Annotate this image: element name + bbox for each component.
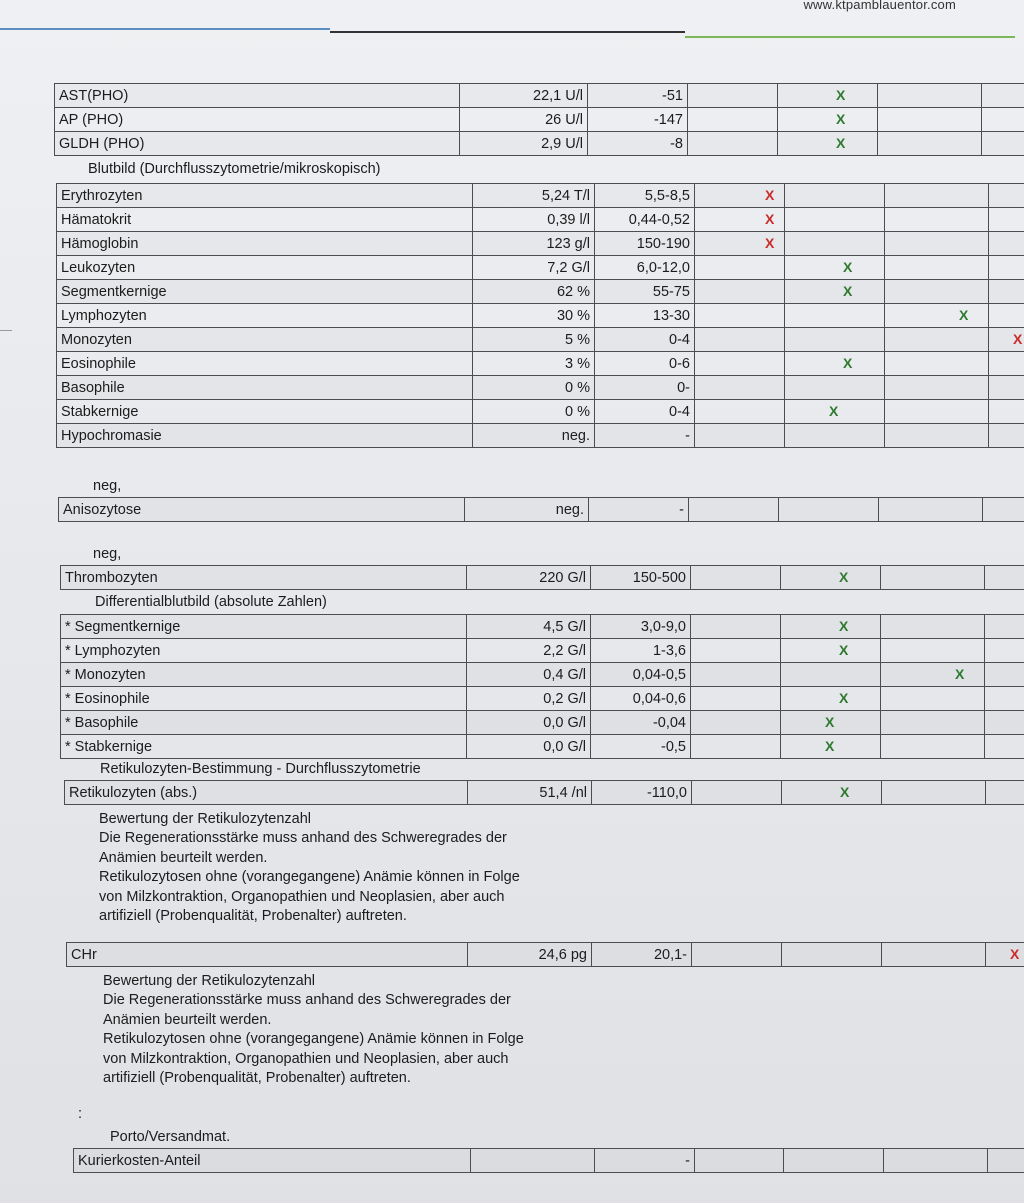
assessment-cell: [695, 1149, 784, 1173]
assessment-cell: [784, 1149, 884, 1173]
note-line: Die Regenerationsstärke muss anhand des Schweregrades der: [99, 830, 507, 847]
assessment-cell: [785, 208, 885, 232]
in-range-x-mark: X: [843, 283, 853, 299]
table-row: [57, 328, 1024, 352]
assessment-cell: [778, 84, 878, 108]
test-value-cell: 3 %: [473, 352, 595, 376]
assessment-cell: [691, 566, 781, 590]
note-line: Bewertung der Retikulozytenzahl: [99, 811, 311, 827]
section-differential: Differentialblutbild (absolute Zahlen): [95, 594, 327, 610]
assessment-cell: [785, 328, 885, 352]
assessment-cell: [691, 663, 781, 687]
assessment-cell: [691, 687, 781, 711]
test-value-cell: 0,2 G/l: [467, 687, 591, 711]
assessment-cell: [878, 108, 982, 132]
in-range-x-mark: X: [825, 714, 835, 730]
assessment-cell: [688, 84, 778, 108]
assessment-cell: [695, 232, 785, 256]
assessment-cell: [985, 639, 1024, 663]
table-row: [74, 1149, 1024, 1173]
assessment-cell: [688, 108, 778, 132]
in-range-x-mark: X: [836, 111, 846, 127]
test-name-cell: Basophile: [57, 376, 473, 400]
out-of-range-x-mark: X: [765, 211, 775, 227]
table-row: [57, 232, 1024, 256]
reference-range-cell: 55-75: [595, 280, 695, 304]
table-row: [61, 735, 1024, 759]
test-name-cell: Eosinophile: [57, 352, 473, 376]
assessment-cell: [691, 615, 781, 639]
test-name-cell: Monozyten: [57, 328, 473, 352]
assessment-cell: [781, 735, 881, 759]
test-name-cell: Hämatokrit: [57, 208, 473, 232]
assessment-cell: [781, 687, 881, 711]
assessment-cell: [881, 711, 985, 735]
reference-range-cell: 0-6: [595, 352, 695, 376]
in-range-x-mark: X: [959, 307, 969, 323]
in-range-x-mark: X: [839, 569, 849, 585]
test-value-cell: 62 %: [473, 280, 595, 304]
reference-range-cell: 6,0-12,0: [595, 256, 695, 280]
assessment-cell: [989, 256, 1024, 280]
assessment-cell: [879, 498, 983, 522]
table-row: [57, 256, 1024, 280]
header-rule: [685, 36, 1015, 38]
assessment-cell: [781, 566, 881, 590]
table-row: [57, 424, 1024, 448]
test-name-cell: Hypochromasie: [57, 424, 473, 448]
assessment-cell: [989, 400, 1024, 424]
assessment-cell: [881, 735, 985, 759]
table-row: [61, 639, 1024, 663]
assessment-cell: [885, 328, 989, 352]
retikulozyten-table: [64, 780, 1024, 805]
assessment-cell: [985, 566, 1024, 590]
assessment-cell: [778, 132, 878, 156]
reticulocyte-note: [99, 810, 520, 926]
assessment-cell: [695, 352, 785, 376]
table-row: [61, 711, 1024, 735]
section-blutbild: Blutbild (Durchflusszytometrie/mikroskopisch): [88, 161, 381, 177]
assessment-cell: [688, 132, 778, 156]
reference-range-cell: 3,0-9,0: [591, 615, 691, 639]
test-name-cell: Lymphozyten: [57, 304, 473, 328]
test-name-cell: Leukozyten: [57, 256, 473, 280]
header-rule: [0, 28, 330, 30]
test-value-cell: 220 G/l: [467, 566, 591, 590]
test-name-cell: * Stabkernige: [61, 735, 467, 759]
table-row: [57, 400, 1024, 424]
reference-range-cell: -8: [588, 132, 688, 156]
assessment-cell: [881, 615, 985, 639]
reference-range-cell: 0-: [595, 376, 695, 400]
test-name-cell: AP (PHO): [55, 108, 460, 132]
in-range-x-mark: X: [836, 135, 846, 151]
assessment-cell: [695, 280, 785, 304]
assessment-cell: [785, 304, 885, 328]
note-line: von Milzkontraktion, Organopathien und Neoplasien, aber auch: [103, 1050, 509, 1067]
reference-range-cell: -: [595, 1149, 695, 1173]
assessment-cell: [989, 304, 1024, 328]
reference-range-cell: 150-500: [591, 566, 691, 590]
test-name-cell: Retikulozyten (abs.): [65, 781, 468, 805]
test-value-cell: 22,1 U/l: [460, 84, 588, 108]
test-name-cell: GLDH (PHO): [55, 132, 460, 156]
reference-range-cell: -110,0: [592, 781, 692, 805]
in-range-x-mark: X: [840, 784, 850, 800]
out-of-range-x-mark: X: [765, 235, 775, 251]
table-row: [61, 663, 1024, 687]
porto-table: [73, 1148, 1024, 1173]
assessment-cell: [885, 424, 989, 448]
assessment-cell: [881, 687, 985, 711]
in-range-x-mark: X: [839, 690, 849, 706]
in-range-x-mark: X: [829, 403, 839, 419]
assessment-cell: [695, 304, 785, 328]
section-retikulozyten: Retikulozyten-Bestimmung - Durchflusszytometrie: [100, 761, 421, 777]
assessment-cell: [885, 376, 989, 400]
assessment-cell: [785, 184, 885, 208]
lab-website-url: www.ktpamblauentor.com: [803, 0, 956, 12]
assessment-cell: [785, 352, 885, 376]
reference-range-cell: 13-30: [595, 304, 695, 328]
assessment-cell: [982, 108, 1024, 132]
test-value-cell: 24,6 pg: [468, 943, 592, 967]
assessment-cell: [885, 400, 989, 424]
test-value-cell: [471, 1149, 595, 1173]
assessment-cell: [989, 352, 1024, 376]
out-of-range-x-mark: X: [1013, 331, 1023, 347]
table-row: [57, 184, 1024, 208]
test-value-cell: 5 %: [473, 328, 595, 352]
test-value-cell: 0 %: [473, 376, 595, 400]
assessment-cell: [695, 184, 785, 208]
table-row: [67, 943, 1024, 967]
table-row: [57, 304, 1024, 328]
reticulocyte-note: [103, 972, 524, 1088]
note-line: von Milzkontraktion, Organopathien und Neoplasien, aber auch: [99, 888, 505, 905]
assessment-cell: [884, 1149, 988, 1173]
differential-table: [60, 614, 1024, 759]
test-value-cell: 0,39 l/l: [473, 208, 595, 232]
assessment-cell: [885, 208, 989, 232]
reference-range-cell: -51: [588, 84, 688, 108]
table-row: [61, 615, 1024, 639]
out-of-range-x-mark: X: [765, 187, 775, 203]
table-row: [55, 84, 1024, 108]
in-range-x-mark: X: [843, 259, 853, 275]
liver-enzymes-table: [54, 83, 1024, 156]
assessment-cell: [989, 184, 1024, 208]
test-name-cell: * Eosinophile: [61, 687, 467, 711]
table-row: [65, 781, 1024, 805]
assessment-cell: [691, 735, 781, 759]
assessment-cell: [988, 1149, 1024, 1173]
reference-range-cell: 0,44-0,52: [595, 208, 695, 232]
assessment-cell: [785, 232, 885, 256]
reference-range-cell: 0-4: [595, 328, 695, 352]
reference-range-cell: 150-190: [595, 232, 695, 256]
in-range-x-mark: X: [955, 666, 965, 682]
result-neg-label: neg,: [93, 546, 122, 562]
assessment-cell: [781, 711, 881, 735]
assessment-cell: [989, 208, 1024, 232]
reference-range-cell: 0,04-0,5: [591, 663, 691, 687]
blutbild-table: [56, 183, 1024, 448]
assessment-cell: [881, 566, 985, 590]
in-range-x-mark: X: [836, 87, 846, 103]
reference-range-cell: 20,1-: [592, 943, 692, 967]
test-name-cell: * Lymphozyten: [61, 639, 467, 663]
assessment-cell: [785, 424, 885, 448]
in-range-x-mark: X: [839, 642, 849, 658]
test-value-cell: 4,5 G/l: [467, 615, 591, 639]
assessment-cell: [989, 232, 1024, 256]
in-range-x-mark: X: [825, 738, 835, 754]
assessment-cell: [989, 424, 1024, 448]
thrombozyten-table: [60, 565, 1024, 590]
assessment-cell: [885, 232, 989, 256]
assessment-cell: [778, 108, 878, 132]
test-name-cell: Thrombozyten: [61, 566, 467, 590]
assessment-cell: [986, 943, 1024, 967]
in-range-x-mark: X: [839, 618, 849, 634]
assessment-cell: [885, 304, 989, 328]
assessment-cell: [691, 639, 781, 663]
test-value-cell: 0,0 G/l: [467, 735, 591, 759]
assessment-cell: [985, 663, 1024, 687]
test-name-cell: * Basophile: [61, 711, 467, 735]
out-of-range-x-mark: X: [1010, 946, 1020, 962]
test-name-cell: Anisozytose: [59, 498, 465, 522]
table-row: [61, 566, 1024, 590]
reference-range-cell: -0,5: [591, 735, 691, 759]
assessment-cell: [882, 781, 986, 805]
assessment-cell: [985, 687, 1024, 711]
table-row: [55, 132, 1024, 156]
test-name-cell: Hämoglobin: [57, 232, 473, 256]
assessment-cell: [989, 280, 1024, 304]
reference-range-cell: -147: [588, 108, 688, 132]
assessment-cell: [785, 400, 885, 424]
test-value-cell: 123 g/l: [473, 232, 595, 256]
assessment-cell: [781, 615, 881, 639]
assessment-cell: [985, 615, 1024, 639]
assessment-cell: [785, 376, 885, 400]
test-value-cell: 0 %: [473, 400, 595, 424]
assessment-cell: [691, 711, 781, 735]
reference-range-cell: 0-4: [595, 400, 695, 424]
note-line: Retikulozytosen ohne (vorangegangene) Anämie können in Folge: [103, 1031, 524, 1048]
test-value-cell: 0,0 G/l: [467, 711, 591, 735]
section-porto: Porto/Versandmat.: [110, 1129, 231, 1145]
test-name-cell: * Monozyten: [61, 663, 467, 687]
test-value-cell: 7,2 G/l: [473, 256, 595, 280]
assessment-cell: [881, 663, 985, 687]
assessment-cell: [785, 256, 885, 280]
assessment-cell: [989, 328, 1024, 352]
assessment-cell: [782, 943, 882, 967]
test-value-cell: 2,9 U/l: [460, 132, 588, 156]
anisozytose-table: [58, 497, 1024, 522]
test-name-cell: Erythrozyten: [57, 184, 473, 208]
assessment-cell: [692, 781, 782, 805]
test-name-cell: * Segmentkernige: [61, 615, 467, 639]
test-value-cell: 26 U/l: [460, 108, 588, 132]
assessment-cell: [882, 943, 986, 967]
assessment-cell: [695, 424, 785, 448]
table-row: [61, 687, 1024, 711]
assessment-cell: [985, 711, 1024, 735]
result-neg-label: neg,: [93, 478, 122, 494]
test-value-cell: 2,2 G/l: [467, 639, 591, 663]
punch-mark: [0, 330, 12, 331]
test-name-cell: Kurierkosten-Anteil: [74, 1149, 471, 1173]
test-value-cell: neg.: [473, 424, 595, 448]
note-line: Anämien beurteilt werden.: [99, 849, 268, 866]
assessment-cell: [692, 943, 782, 967]
chr-table: [66, 942, 1024, 967]
test-value-cell: 30 %: [473, 304, 595, 328]
test-value-cell: 5,24 T/l: [473, 184, 595, 208]
test-name-cell: Stabkernige: [57, 400, 473, 424]
assessment-cell: [785, 280, 885, 304]
assessment-cell: [695, 328, 785, 352]
note-line: Bewertung der Retikulozytenzahl: [103, 973, 315, 989]
note-line: artifiziell (Probenqualität, Probenalter) auftreten.: [99, 908, 407, 925]
assessment-cell: [695, 208, 785, 232]
note-line: Anämien beurteilt werden.: [103, 1011, 272, 1028]
table-row: [57, 280, 1024, 304]
header-rule: [330, 31, 685, 33]
assessment-cell: [885, 184, 989, 208]
assessment-cell: [885, 256, 989, 280]
colon-marker: :: [78, 1106, 83, 1122]
assessment-cell: [986, 781, 1024, 805]
test-value-cell: 0,4 G/l: [467, 663, 591, 687]
test-name-cell: AST(PHO): [55, 84, 460, 108]
assessment-cell: [779, 498, 879, 522]
table-row: [55, 108, 1024, 132]
test-value-cell: 51,4 /nl: [468, 781, 592, 805]
assessment-cell: [983, 498, 1024, 522]
test-name-cell: CHr: [67, 943, 468, 967]
assessment-cell: [985, 735, 1024, 759]
assessment-cell: [885, 280, 989, 304]
assessment-cell: [781, 639, 881, 663]
assessment-cell: [878, 132, 982, 156]
reference-range-cell: -0,04: [591, 711, 691, 735]
assessment-cell: [689, 498, 779, 522]
note-line: artifiziell (Probenqualität, Probenalter) auftreten.: [103, 1070, 411, 1087]
reference-range-cell: 5,5-8,5: [595, 184, 695, 208]
assessment-cell: [982, 132, 1024, 156]
assessment-cell: [878, 84, 982, 108]
assessment-cell: [982, 84, 1024, 108]
note-line: Retikulozytosen ohne (vorangegangene) Anämie können in Folge: [99, 869, 520, 886]
reference-range-cell: -: [595, 424, 695, 448]
reference-range-cell: 0,04-0,6: [591, 687, 691, 711]
note-line: Die Regenerationsstärke muss anhand des Schweregrades der: [103, 992, 511, 1009]
assessment-cell: [881, 639, 985, 663]
reference-range-cell: 1-3,6: [591, 639, 691, 663]
in-range-x-mark: X: [843, 355, 853, 371]
table-row: [57, 208, 1024, 232]
test-name-cell: Segmentkernige: [57, 280, 473, 304]
assessment-cell: [781, 663, 881, 687]
assessment-cell: [885, 352, 989, 376]
table-row: [57, 352, 1024, 376]
assessment-cell: [695, 256, 785, 280]
assessment-cell: [695, 376, 785, 400]
table-row: [59, 498, 1024, 522]
assessment-cell: [695, 400, 785, 424]
assessment-cell: [989, 376, 1024, 400]
assessment-cell: [782, 781, 882, 805]
table-row: [57, 376, 1024, 400]
reference-range-cell: -: [589, 498, 689, 522]
test-value-cell: neg.: [465, 498, 589, 522]
